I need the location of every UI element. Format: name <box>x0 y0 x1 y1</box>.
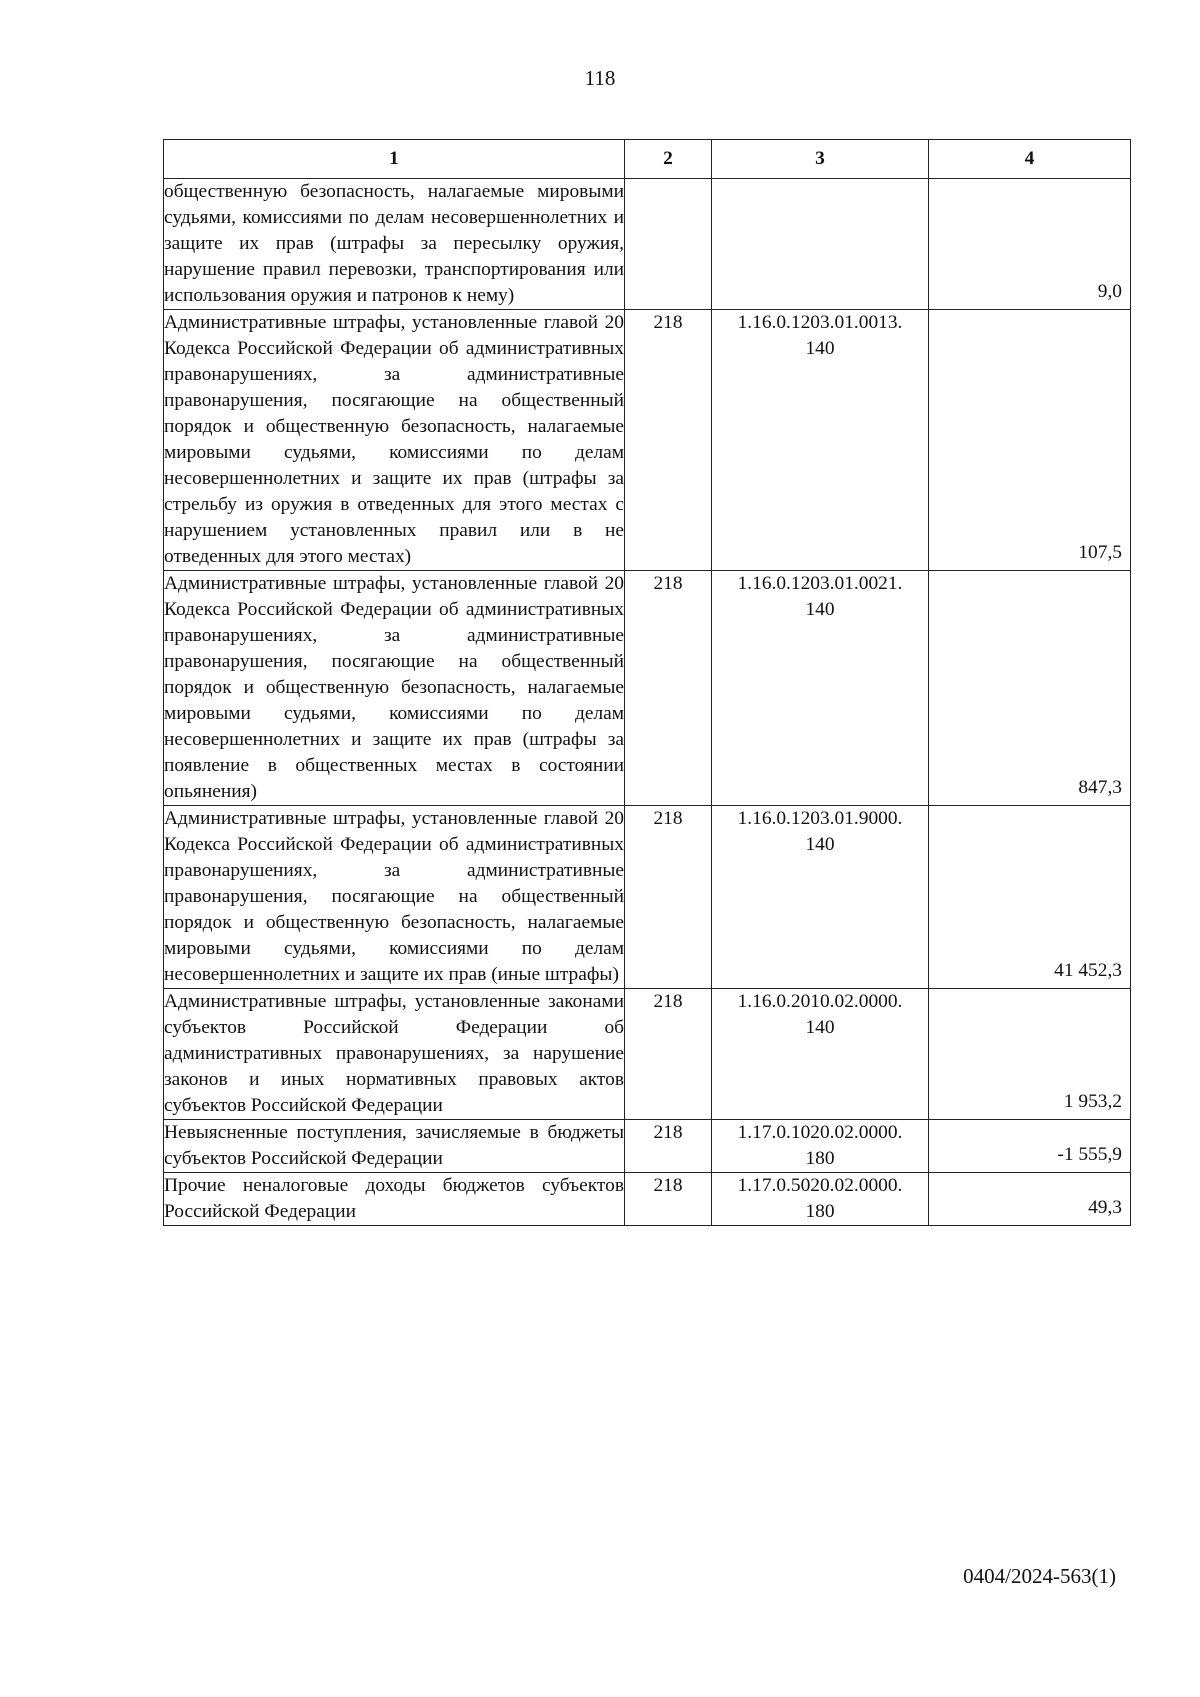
cell-budget-classification-code: 1.17.0.1020.02.0000. 180 <box>712 1120 929 1173</box>
cell-amount: 1 953,2 <box>929 989 1131 1120</box>
cell-admin-code: 218 <box>625 1120 712 1173</box>
cell-amount: 9,0 <box>929 179 1131 310</box>
column-header-3: 3 <box>712 140 929 179</box>
cell-budget-classification-code: 1.16.0.1203.01.0013. 140 <box>712 310 929 571</box>
table-header-row <box>164 140 1131 179</box>
table-row <box>164 1173 1131 1226</box>
cell-budget-classification-code: 1.16.0.1203.01.9000. 140 <box>712 806 929 989</box>
page-number: 118 <box>584 66 616 90</box>
document-registration-number: 0404/2024-563(1) <box>963 1564 1116 1588</box>
budget-revenue-table <box>163 139 1131 1226</box>
cell-amount: 847,3 <box>929 571 1131 806</box>
cell-admin-code <box>625 179 712 310</box>
column-header-4: 4 <box>929 140 1131 179</box>
cell-admin-code: 218 <box>625 806 712 989</box>
cell-admin-code: 218 <box>625 989 712 1120</box>
table-row <box>164 989 1131 1120</box>
cell-description: Административные штрафы, установленные главой 20 Кодекса Российской Федерации об административных правонарушениях, за административные правонарушения, посягающие на общественный порядок и общественную безопасность, налагаемые мировыми судьями, комиссиями по делам несовершеннолетних и защите их прав (иные штрафы) <box>164 806 625 989</box>
cell-amount: -1 555,9 <box>929 1120 1131 1173</box>
table-row <box>164 310 1131 571</box>
cell-amount: 107,5 <box>929 310 1131 571</box>
table-body <box>164 179 1131 1226</box>
cell-description: Административные штрафы, установленные главой 20 Кодекса Российской Федерации об административных правонарушениях, за административные правонарушения, посягающие на общественный порядок и общественную безопасность, налагаемые мировыми судьями, комиссиями по делам несовершеннолетних и защите их прав (штрафы за стрельбу из оружия в отведенных для этого местах с нарушением установленных правил или в не отведенных для этого местах) <box>164 310 625 571</box>
table-row <box>164 179 1131 310</box>
cell-budget-classification-code: 1.17.0.5020.02.0000. 180 <box>712 1173 929 1226</box>
cell-description: Прочие неналоговые доходы бюджетов субъектов Российской Федерации <box>164 1173 625 1226</box>
cell-budget-classification-code: 1.16.0.2010.02.0000. 140 <box>712 989 929 1120</box>
column-header-2: 2 <box>625 140 712 179</box>
cell-admin-code: 218 <box>625 571 712 806</box>
cell-admin-code: 218 <box>625 1173 712 1226</box>
cell-budget-classification-code: 1.16.0.1203.01.0021. 140 <box>712 571 929 806</box>
column-header-1: 1 <box>164 140 625 179</box>
cell-description: Невыясненные поступления, зачисляемые в бюджеты субъектов Российской Федерации <box>164 1120 625 1173</box>
cell-amount: 49,3 <box>929 1173 1131 1226</box>
table-row <box>164 806 1131 989</box>
table-row <box>164 571 1131 806</box>
cell-description: общественную безопасность, налагаемые мировыми судьями, комиссиями по делам несовершеннолетних и защите их прав (штрафы за пересылку оружия, нарушение правил перевозки, транспортирования или использования оружия и патронов к нему) <box>164 179 625 310</box>
cell-budget-classification-code <box>712 179 929 310</box>
cell-admin-code: 218 <box>625 310 712 571</box>
table-row <box>164 1120 1131 1173</box>
cell-description: Административные штрафы, установленные законами субъектов Российской Федерации об административных правонарушениях, за нарушение законов и иных нормативных правовых актов субъектов Российской Федерации <box>164 989 625 1120</box>
cell-amount: 41 452,3 <box>929 806 1131 989</box>
cell-description: Административные штрафы, установленные главой 20 Кодекса Российской Федерации об административных правонарушениях, за административные правонарушения, посягающие на общественный порядок и общественную безопасность, налагаемые мировыми судьями, комиссиями по делам несовершеннолетних и защите их прав (штрафы за появление в общественных местах в состоянии опьянения) <box>164 571 625 806</box>
